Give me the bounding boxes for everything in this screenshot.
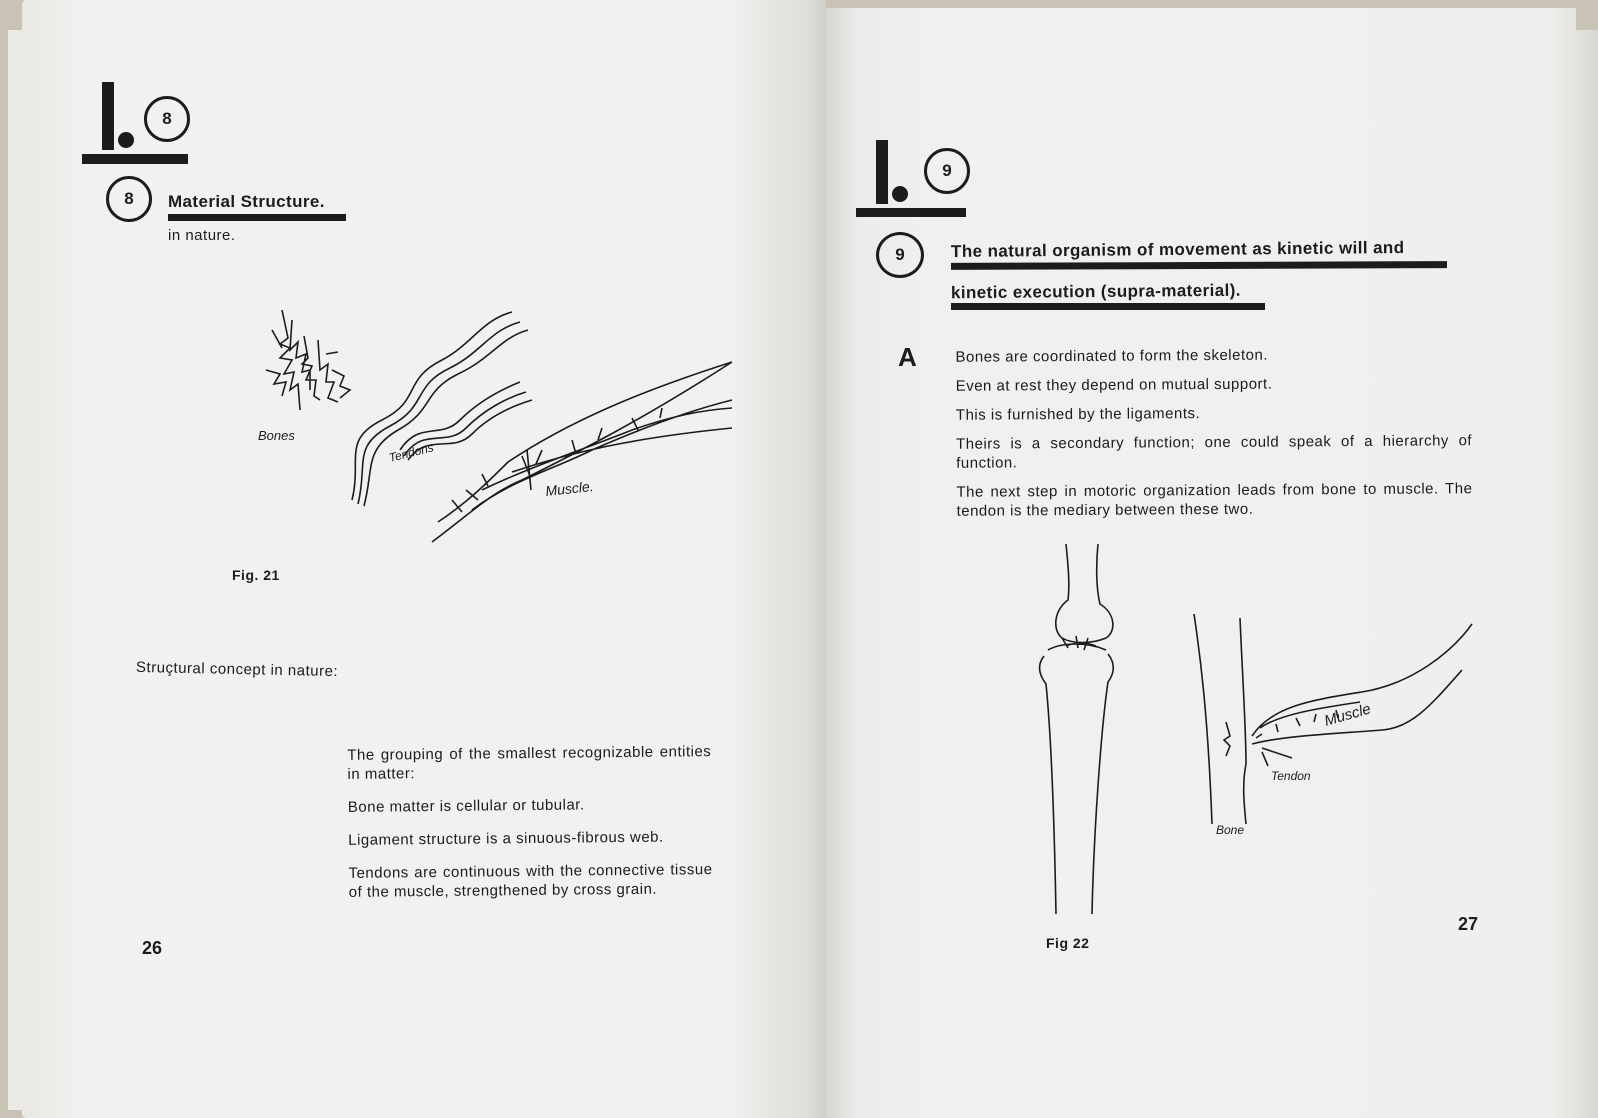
left-page xyxy=(22,0,826,1118)
tendons-sketch xyxy=(352,312,532,506)
section-badge-right xyxy=(856,138,1016,228)
badge-underline xyxy=(82,154,188,164)
muscle-label: Muscle. xyxy=(544,478,595,499)
paragraph: The next step in motoric organization leads from bone to muscle. The tendon is the mediary between these two. xyxy=(956,480,1473,520)
page-number-left: 26 xyxy=(142,938,163,958)
bone-label: Bone xyxy=(1216,823,1245,837)
figure-22-drawing xyxy=(1026,538,1486,928)
tendon-label: Tendon xyxy=(1271,769,1311,783)
right-page xyxy=(826,8,1576,1118)
figure-21-drawing xyxy=(222,300,742,560)
paragraph: Tendons are continuous with the connective tissue of the muscle, strengthened by cross grain. xyxy=(348,861,713,901)
paragraph-marker: A xyxy=(898,342,917,372)
paragraph: Bones are coordinated to form the skeleton. xyxy=(955,346,1269,366)
concept-list xyxy=(347,742,713,902)
badge-stem xyxy=(102,82,114,150)
bones-sketch xyxy=(266,310,350,410)
section-title-line1: The natural organism of movement as kinetic will and xyxy=(950,238,1405,261)
figure-22-caption: Fig 22 xyxy=(1046,935,1090,951)
badge-dot xyxy=(118,132,134,148)
badge-dot xyxy=(892,186,908,202)
bone-joint-sketch xyxy=(1040,544,1114,914)
section-title-line2: kinetic execution (supra-material). xyxy=(950,280,1241,303)
page-number-right: 27 xyxy=(1458,914,1479,934)
paragraph: Even at rest they depend on mutual support. xyxy=(955,375,1273,395)
paragraph: This is furnished by the ligaments. xyxy=(955,405,1201,424)
section-number-circle: 9 xyxy=(876,232,924,278)
badge-stem xyxy=(876,140,888,204)
badge-small-number: 9 xyxy=(924,148,970,194)
tendons-label: Tendons xyxy=(387,440,435,465)
paragraph: Bone matter is cellular or tubular. xyxy=(347,796,585,816)
badge-small-number: 8 xyxy=(144,96,190,142)
paragraph: Ligament structure is a sinuous-fibrous web. xyxy=(348,828,664,849)
figure-21-caption: Fig. 21 xyxy=(232,567,280,583)
badge-underline xyxy=(856,208,966,217)
section-number-circle: 8 xyxy=(106,176,152,222)
section-subtitle: in nature. xyxy=(168,227,236,244)
section-title-rule-2 xyxy=(951,303,1265,310)
muscle-sketch xyxy=(432,362,732,542)
bones-label: Bones xyxy=(258,428,295,443)
section-title: Material Structure. xyxy=(168,192,325,211)
section-title-rule xyxy=(168,214,346,221)
paragraph: Theirs is a secondary function; one could speak of a hierarchy of function. xyxy=(956,432,1473,472)
paragraph: The grouping of the smallest recognizable entities in matter: xyxy=(347,743,712,783)
section-title-rule-1 xyxy=(951,261,1447,270)
concept-heading: Struçtural concept in nature: xyxy=(135,658,339,681)
muscle-label: Muscle xyxy=(1322,700,1373,730)
paragraph-list xyxy=(955,344,1472,521)
section-badge-left xyxy=(82,80,252,170)
